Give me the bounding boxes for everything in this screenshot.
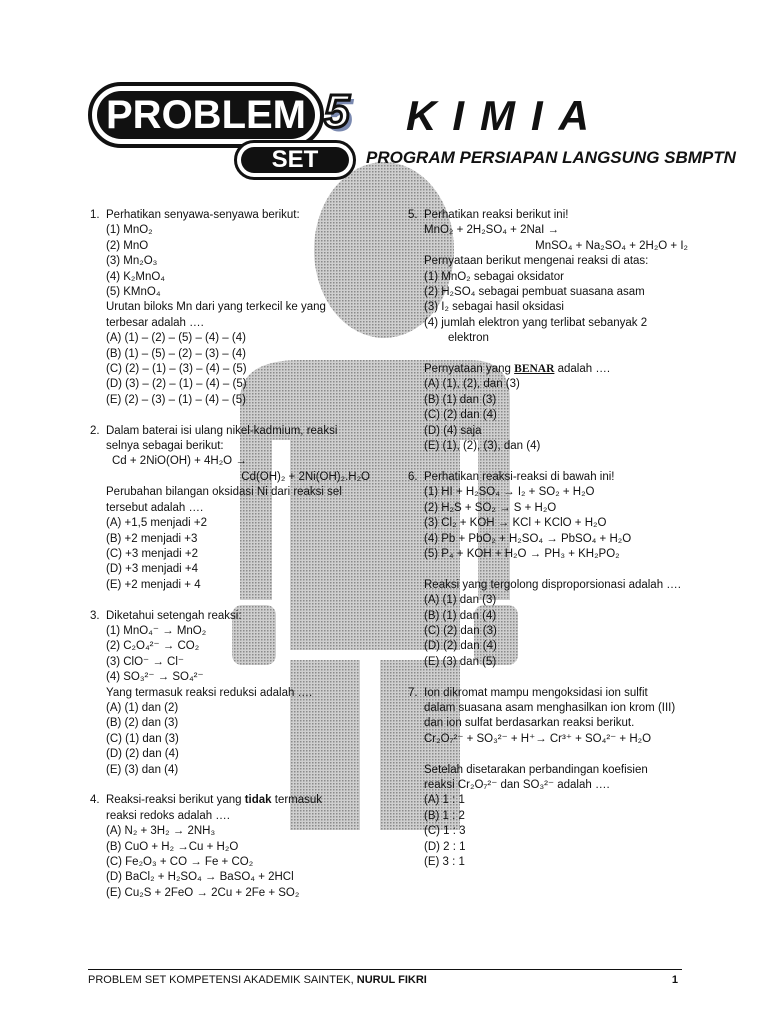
- option-c: (C) +3 menjadi +2: [106, 547, 199, 560]
- option-d: (D) (3) – (2) – (1) – (4) – (5): [106, 378, 247, 391]
- emphasis-benar: BENAR: [514, 363, 555, 376]
- program-title: PROGRAM PERSIAPAN LANGSUNG SBMPTN: [366, 148, 736, 167]
- option-d: (D) BaCl₂ + H₂SO₄ → BaSO₄ + 2HCl: [106, 871, 294, 884]
- question-1: 1. Perhatikan senyawa-senyawa berikut: (1) MnO₂ (2) MnO (3) Mn₂O₃ (4) K₂MnO₄ (5) KMnO₄ Urutan biloks Mn dari yang terkecil ke yang terbesar adalah …. (A) (1) – (2) – (5) – (4) – (4) (B) (1) – (5) – (2) – (3) – (4) (C) (2) – (1) – (3) – (4) – (5) (D) (3) – (2) – (1) – (4) – (5) (E) (2) – (3) – (1) – (4) – (5): [90, 208, 390, 408]
- option-c: (C) (2) – (1) – (3) – (4) – (5): [106, 363, 247, 376]
- option-b: (B) CuO + H₂ →Cu + H₂O: [106, 840, 239, 853]
- set-logo: SET: [234, 140, 356, 180]
- option-a: (A) (1) – (2) – (5) – (4) – (4): [106, 332, 246, 345]
- option-a: (A) (1) dan (2): [106, 701, 179, 714]
- right-column: [408, 208, 708, 886]
- option-e: (E) (3) dan (4): [106, 763, 179, 776]
- option-a: (A) (1), (2), dan (3): [424, 378, 520, 391]
- option-d: (D) (4) saja: [424, 424, 482, 437]
- option-a: (A) (1) dan (3): [424, 594, 497, 607]
- option-e: (E) 3 : 1: [424, 855, 465, 868]
- option-c: (C) 1 : 3: [424, 825, 466, 838]
- page-number: 1: [671, 974, 678, 986]
- option-a: (A) 1 : 1: [424, 794, 465, 807]
- option-e: (E) Cu₂S + 2FeO → 2Cu + 2Fe + SO₂: [106, 886, 300, 899]
- option-c: (C) (2) dan (3): [424, 624, 497, 637]
- footer: [88, 974, 682, 986]
- question-5: 5. Perhatikan reaksi berikut ini! MnO₂ + 2H₂SO₄ + 2NaI → MnSO₄ + Na₂SO₄ + 2H₂O + I₂ Pernyataan berikut mengenai reaksi di atas: (1) MnO₂ sebagai oksidator (2) H₂SO₄ sebagai pembuat suasana asam (3) I₂ sebagai hasil oksidasi (4) jumlah elektron yang terlibat sebanyak 2 elektron Pernyataan yang BENAR adalah …. (A) (1), (2), dan (3) (B) (1) dan (3) (C) (2) dan (4) (D) (4) saja (E) (1), (2), (3), dan (4): [408, 208, 708, 454]
- option-b: (B) 1 : 2: [424, 809, 465, 822]
- option-a: (A) +1,5 menjadi +2: [106, 517, 208, 530]
- left-column: [90, 208, 390, 917]
- footer-author: NURUL FIKRI: [356, 974, 427, 986]
- option-e: (E) (1), (2), (3), dan (4): [424, 440, 541, 453]
- option-b: (B) (2) dan (3): [106, 717, 179, 730]
- option-b: (B) (1) dan (3): [424, 393, 497, 406]
- option-d: (D) 2 : 1: [424, 840, 466, 853]
- option-c: (C) (1) dan (3): [106, 732, 179, 745]
- footer-text: PROBLEM SET KOMPETENSI AKADEMIK SAINTEK,: [88, 974, 354, 986]
- option-d: (D) (2) dan (4): [106, 748, 179, 761]
- subject-title: KIMIA: [406, 92, 605, 139]
- header: [88, 82, 736, 182]
- option-e: (E) (2) – (3) – (1) – (4) – (5): [106, 393, 246, 406]
- emphasis-tidak: tidak: [244, 794, 272, 807]
- option-c: (C) Fe₂O₃ + CO → Fe + CO₂: [106, 856, 254, 869]
- option-d: (D) +3 menjadi +4: [106, 563, 199, 576]
- option-e: (E) +2 menjadi + 4: [106, 578, 201, 591]
- footer-divider: [88, 969, 682, 970]
- question-2: 2. Dalam baterai isi ulang nikel-kadmium, reaksi selnya sebagai berikut: Cd + 2NiO(OH) + 4H₂O → Cd(OH)₂ + 2Ni(OH)₂.H₂O Perubahan bilangan oksidasi Ni dari reaksi sel tersebut adalah …. (A) +1,5 menjadi +2 (B) +2 menjadi +3 (C) +3 menjadi +2 (D) +3 menjadi +4 (E) +2 menjadi + 4: [90, 424, 390, 593]
- option-d: (D) (2) dan (4): [424, 640, 497, 653]
- option-e: (E) (3) dan (5): [424, 655, 497, 668]
- option-b: (B) +2 menjadi +3: [106, 532, 198, 545]
- option-c: (C) (2) dan (4): [424, 409, 497, 422]
- question-7: 7. Ion dikromat mampu mengoksidasi ion sulfit dalam suasana asam menghasilkan ion krom (III) dan ion sulfat berdasarkan reaksi berikut. Cr₂O₇²⁻ + SO₃²⁻ + H⁺→ Cr³⁺ + SO₄²⁻ + H₂O Setelah disetarakan perbandingan koefisien reaksi Cr₂O₇²⁻ dan SO₃²⁻ adalah …. (A) 1 : 1 (B) 1 : 2 (C) 1 : 3 (D) 2 : 1 (E) 3 : 1: [408, 686, 708, 871]
- problem-logo: PROBLEM: [88, 82, 324, 148]
- question-3: 3. Diketahui setengah reaksi: (1) MnO₄⁻ → MnO₂ (2) C₂O₄²⁻ → CO₂ (3) ClO⁻ → Cl⁻ (4) SO₃²⁻ → SO₄²⁻ Yang termasuk reaksi reduksi adalah …. (A) (1) dan (2) (B) (2) dan (3) (C) (1) dan (3) (D) (2) dan (4) (E) (3) dan (4): [90, 609, 390, 778]
- option-a: (A) N₂ + 3H₂ → 2NH₃: [106, 825, 216, 838]
- question-4: 4. Reaksi-reaksi berikut yang tidak termasuk reaksi redoks adalah …. (A) N₂ + 3H₂ → 2NH₃ (B) CuO + H₂ →Cu + H₂O (C) Fe₂O₃ + CO → Fe + CO₂ (D) BaCl₂ + H₂SO₄ → BaSO₄ + 2HCl (E) Cu₂S + 2FeO → 2Cu + 2Fe + SO₂: [90, 793, 390, 901]
- question-6: 6. Perhatikan reaksi-reaksi di bawah ini! (1) HI + H₂SO₄ → I₂ + SO₂ + H₂O (2) H₂S + SO₂ → S + H₂O (3) Cl₂ + KOH → KCl + KClO + H₂O (4) Pb + PbO₂ + H₂SO₄ → PbSO₄ + H₂O (5) P₄ + KOH + H₂O → PH₃ + KH₂PO₂ Reaksi yang tergolong disproporsionasi adalah …. (A) (1) dan (3) (B) (1) dan (4) (C) (2) dan (3) (D) (2) dan (4) (E) (3) dan (5): [408, 470, 708, 670]
- option-b: (B) (1) dan (4): [424, 609, 497, 622]
- option-b: (B) (1) – (5) – (2) – (3) – (4): [106, 347, 246, 360]
- problem-number: 5: [324, 85, 350, 137]
